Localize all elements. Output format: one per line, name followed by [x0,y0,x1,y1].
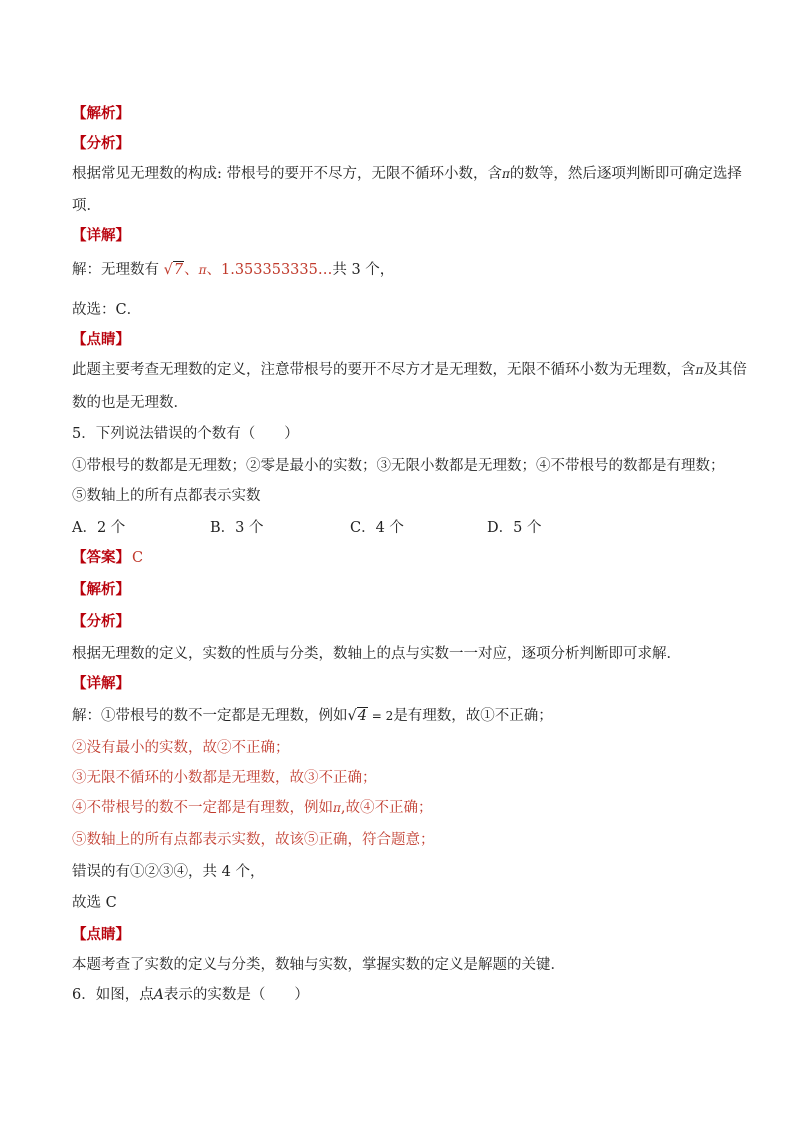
q4-detail [72,260,394,280]
q5-option-a[interactable]: A．2 个 [72,520,126,536]
q4-detail-prefix: 解：无理数有 [72,262,159,278]
q6-stem-part1: 6．如图，点 [72,987,154,1003]
sqrt-4: √4 [347,708,367,724]
q6-stem [72,985,309,1005]
q5-detail-4-suffix: ,故④不正确； [340,800,433,816]
pi-symbol: π [502,167,510,181]
pi-symbol: π [198,263,207,277]
pi-symbol: π [695,363,704,377]
equation: = 2 [367,709,394,723]
q4-dianjing-text-continued: 数的也是无理数． [72,395,188,411]
repeating-decimal: 1.353353335… [220,262,333,278]
q4-fenxi-text-continued: 项． [72,198,101,214]
q5-jiexi-heading: 【解析】 [72,582,130,598]
q4-dianjing-text [72,360,747,380]
q5-detail-1 [72,706,553,726]
q5-option-d[interactable]: D．5 个 [487,520,542,536]
q5-fenxi-text: 根据无理数的定义，实数的性质与分类，数轴上的点与实数一一对应，逐项分析判断即可求解． [72,646,681,662]
q5-detail-5: ⑤数轴上的所有点都表示实数，故该⑤正确，符合题意； [72,832,435,848]
sqrt-radicand: 4 [357,708,367,724]
sqrt-radicand: 7 [173,262,184,278]
q4-detail-suffix: 共 3 个， [332,262,395,278]
q4-fenxi-text-part1: 根据常见无理数的构成: 带根号的要开不尽方，无限不循环小数，含 [72,166,502,182]
q5-detail-4 [72,798,433,818]
q5-detail-2: ②没有最小的实数，故②不正确； [72,740,290,756]
pi-symbol: π [333,801,341,815]
q5-choose: 故选 C [72,895,117,911]
q5-option-c[interactable]: C．4 个 [350,520,404,536]
q5-fenxi-heading: 【分析】 [72,614,130,630]
q5-detail-4-prefix: ④不带根号的数不一定都是有理数，例如 [72,800,333,816]
q5-dianjing-heading: 【点睛】 [72,927,130,943]
q5-answer-value: C [132,550,144,566]
q4-fenxi-text-part2: 的数等，然后逐项判断即可确定选择 [509,166,742,182]
q5-options [72,518,541,538]
q5-detail-1-prefix: 解：①带根号的数不一定都是无理数，例如 [72,708,348,724]
q5-wrong: 错误的有①②③④，共 4 个， [72,864,265,880]
q5-statements-line2: ⑤数轴上的所有点都表示实数 [72,488,261,504]
sqrt-7: √7 [163,262,184,278]
q5-xiangjie-heading: 【详解】 [72,676,130,692]
separator: 、 [184,262,199,278]
q5-answer-label: 【答案】 [72,550,130,566]
separator: 、 [206,262,221,278]
q4-dianjing-heading: 【点睛】 [72,332,130,348]
q4-xiangjie-heading: 【详解】 [72,228,130,244]
q4-dianjing-part2: 及其倍 [703,362,747,378]
q5-option-b[interactable]: B．3 个 [210,520,264,536]
q6-stem-part2: 表示的实数是（ ） [163,987,309,1003]
q4-fenxi-heading: 【分析】 [72,136,130,152]
q4-dianjing-part1: 此题主要考查无理数的定义，注意带根号的要开不尽方才是无理数，无限不循环小数为无理数，含 [72,362,696,378]
q5-statements-line1: ①带根号的数都是无理数；②零是最小的实数；③无限小数都是无理数；④不带根号的数都是有理数； [72,458,725,474]
q5-detail-3: ③无限不循环的小数都是无理数，故③不正确； [72,770,377,786]
q5-answer [72,548,143,568]
point-label: A [153,987,164,1003]
q4-fenxi-text [72,164,742,184]
q5-stem: 5．下列说法错误的个数有（ ） [72,426,299,442]
q4-jiexi-heading: 【解析】 [72,106,130,122]
q4-choose: 故选：C． [72,302,142,318]
q5-detail-1-suffix: 是有理数，故①不正确； [393,708,553,724]
q5-dianjing-text: 本题考查了实数的定义与分类，数轴与实数，掌握实数的定义是解题的关键． [72,957,565,973]
